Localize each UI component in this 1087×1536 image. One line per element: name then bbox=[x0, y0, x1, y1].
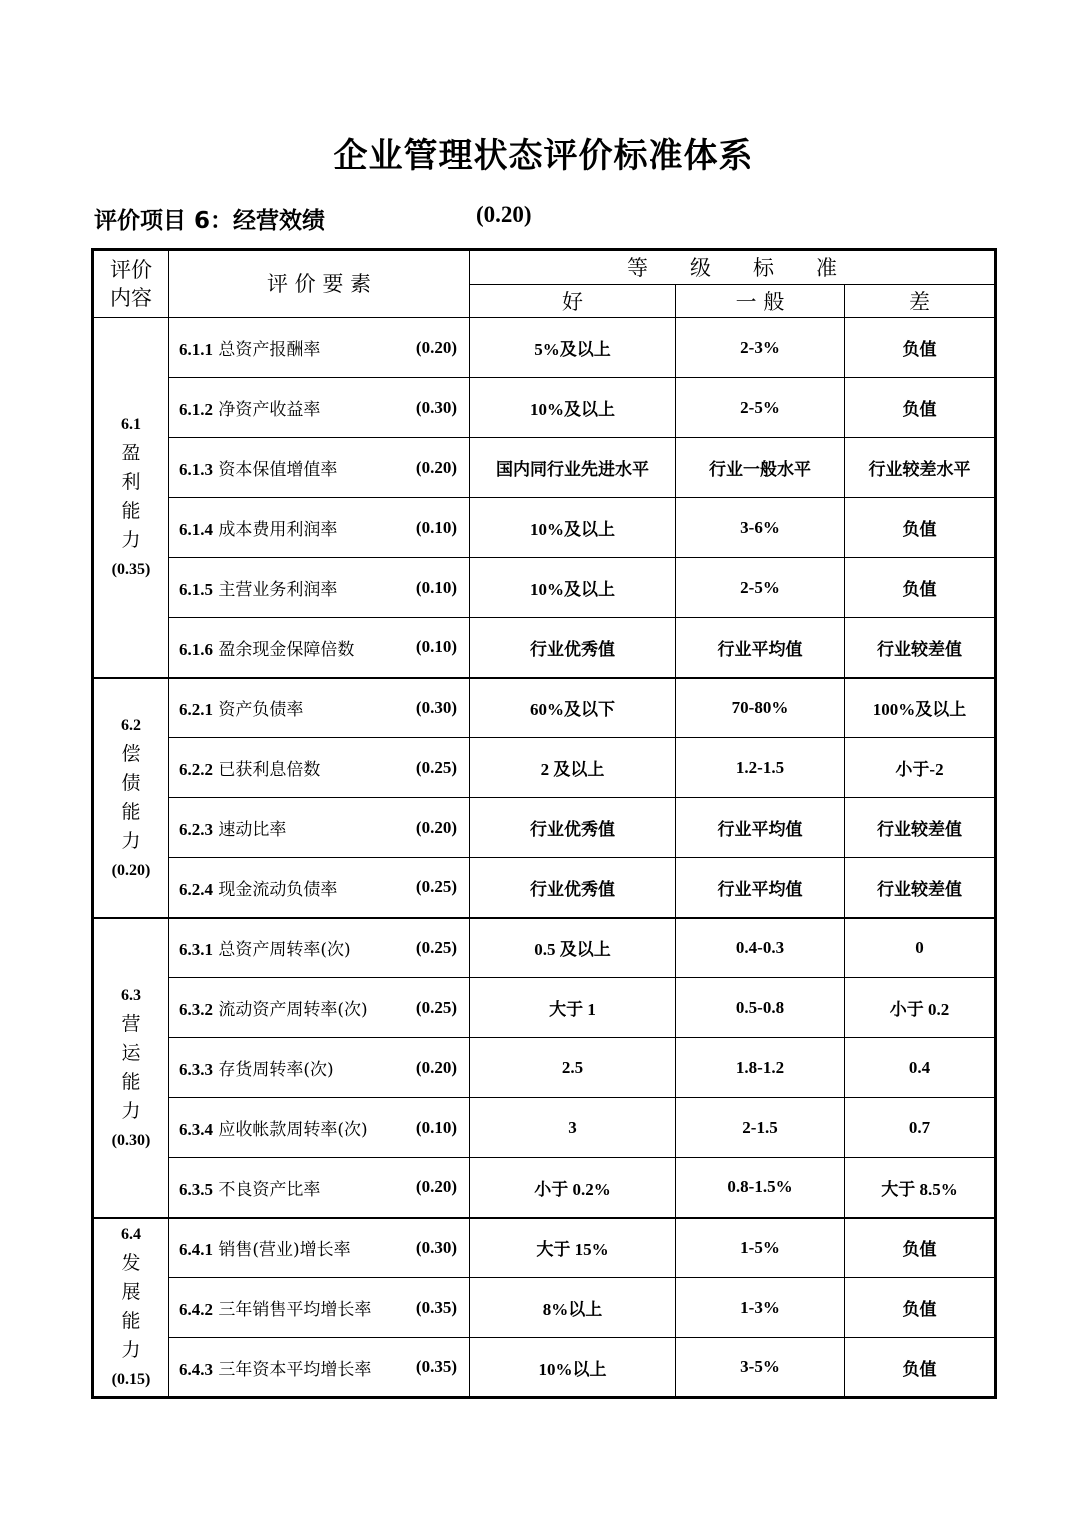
standard-poor-cell: 负值 bbox=[845, 1338, 996, 1398]
table-row bbox=[93, 1098, 996, 1158]
element-name: 不良资产比率 bbox=[218, 1179, 321, 1200]
category-code: 6.4 bbox=[121, 1226, 141, 1244]
category-char: 力 bbox=[121, 1099, 141, 1122]
element-cell bbox=[169, 1038, 470, 1098]
category-char: 盈 bbox=[121, 442, 141, 465]
standard-good-cell: 60%及以下 bbox=[470, 678, 676, 738]
table-row bbox=[93, 1038, 996, 1098]
element-cell bbox=[169, 378, 470, 438]
standard-good-cell: 大于 1 bbox=[470, 978, 676, 1038]
category-cell bbox=[93, 678, 169, 918]
category-char: 利 bbox=[121, 471, 141, 494]
standard-good-cell: 行业优秀值 bbox=[470, 798, 676, 858]
element-weight: (0.25) bbox=[415, 997, 457, 1017]
element-cell bbox=[169, 618, 470, 678]
element-cell bbox=[169, 678, 470, 738]
element-name: 销售(营业)增长率 bbox=[218, 1240, 351, 1261]
element-weight: (0.25) bbox=[415, 937, 457, 957]
category-char: 营 bbox=[121, 1012, 141, 1035]
element-name: 已获利息倍数 bbox=[218, 760, 321, 780]
standard-good-cell: 10%及以上 bbox=[470, 558, 676, 618]
element-code: 6.4.2 bbox=[179, 1300, 213, 1319]
category-char: 能 bbox=[121, 500, 141, 523]
standard-average-cell: 2-3% bbox=[676, 318, 845, 378]
table-row bbox=[93, 1218, 996, 1278]
standard-poor-cell: 负值 bbox=[845, 318, 996, 378]
element-code: 6.1.4 bbox=[179, 520, 213, 539]
standard-good-cell: 国内同行业先进水平 bbox=[470, 438, 676, 498]
standard-poor-cell: 行业较差值 bbox=[845, 798, 996, 858]
element-weight: (0.10) bbox=[415, 637, 457, 657]
element-code: 6.4.3 bbox=[179, 1359, 213, 1379]
evaluation-item-label: 评价项目 6：经营效绩 bbox=[94, 208, 326, 234]
category-char: 能 bbox=[121, 1310, 141, 1333]
element-cell bbox=[169, 1098, 470, 1158]
element-name: 主营业务利润率 bbox=[218, 580, 338, 600]
standard-good-cell: 10%及以上 bbox=[470, 378, 676, 438]
table-row bbox=[93, 918, 996, 978]
category-code: 6.2 bbox=[121, 716, 141, 734]
category-char: 偿 bbox=[121, 742, 141, 765]
header-content-line1: 评价 bbox=[110, 258, 152, 282]
standard-average-cell: 2-5% bbox=[676, 378, 845, 438]
standard-poor-cell: 负值 bbox=[845, 498, 996, 558]
standard-good-cell: 2 及以上 bbox=[470, 738, 676, 798]
header-poor: 差 bbox=[845, 285, 996, 318]
standard-average-cell: 行业平均值 bbox=[676, 798, 845, 858]
standard-average-cell: 0.8-1.5% bbox=[676, 1158, 845, 1218]
element-name: 现金流动负债率 bbox=[218, 879, 338, 900]
header-content-line2: 内容 bbox=[110, 286, 152, 310]
category-char: 发 bbox=[121, 1252, 141, 1275]
element-weight: (0.35) bbox=[415, 1297, 457, 1317]
header-elements: 评 价 要 素 bbox=[169, 250, 470, 318]
standard-poor-cell: 大于 8.5% bbox=[845, 1158, 996, 1218]
element-name: 资本保值增值率 bbox=[218, 460, 338, 480]
standard-good-cell: 行业优秀值 bbox=[470, 858, 676, 918]
standard-poor-cell: 0.4 bbox=[845, 1038, 996, 1098]
standard-average-cell: 3-5% bbox=[676, 1338, 845, 1398]
standard-average-cell: 行业平均值 bbox=[676, 858, 845, 918]
element-cell bbox=[169, 978, 470, 1038]
element-weight: (0.30) bbox=[415, 397, 457, 417]
category-weight: (0.15) bbox=[111, 1371, 151, 1389]
standard-poor-cell: 负值 bbox=[845, 1218, 996, 1278]
standard-good-cell: 行业优秀值 bbox=[470, 618, 676, 678]
category-weight: (0.35) bbox=[111, 561, 151, 579]
table-row bbox=[93, 678, 996, 738]
standard-average-cell: 70-80% bbox=[676, 678, 845, 738]
element-weight: (0.30) bbox=[415, 697, 457, 717]
page-title: 企业管理状态评价标准体系 bbox=[333, 136, 754, 176]
standard-poor-cell: 行业较差值 bbox=[845, 618, 996, 678]
element-name: 三年资本平均增长率 bbox=[218, 1359, 372, 1380]
element-cell bbox=[169, 558, 470, 618]
element-name: 存货周转率(次) bbox=[218, 1060, 334, 1080]
element-name: 流动资产周转率(次) bbox=[218, 1000, 368, 1020]
table-row bbox=[93, 738, 996, 798]
category-char: 债 bbox=[121, 771, 141, 794]
element-code: 6.3.4 bbox=[179, 1120, 213, 1139]
element-weight: (0.20) bbox=[415, 457, 457, 477]
element-code: 6.3.1 bbox=[179, 940, 213, 960]
standard-poor-cell: 0 bbox=[845, 918, 996, 978]
element-name: 净资产收益率 bbox=[218, 400, 321, 420]
category-cell bbox=[93, 318, 169, 678]
element-name: 三年销售平均增长率 bbox=[218, 1300, 372, 1320]
evaluation-item-weight: (0.20) bbox=[476, 202, 532, 227]
table-row bbox=[93, 558, 996, 618]
element-code: 6.1.3 bbox=[179, 460, 213, 479]
table-row bbox=[93, 378, 996, 438]
element-name: 资产负债率 bbox=[218, 700, 304, 721]
evaluation-item-heading bbox=[94, 202, 532, 235]
element-cell bbox=[169, 1338, 470, 1398]
element-weight: (0.25) bbox=[415, 757, 457, 777]
standard-average-cell: 行业平均值 bbox=[676, 618, 845, 678]
element-cell bbox=[169, 1278, 470, 1338]
standard-good-cell: 大于 15% bbox=[470, 1218, 676, 1278]
element-code: 6.2.3 bbox=[179, 820, 213, 839]
header-grade-standard: 等 级 标 准 bbox=[470, 250, 996, 285]
element-weight: (0.10) bbox=[415, 577, 457, 597]
table-row bbox=[93, 618, 996, 678]
standard-poor-cell: 行业较差水平 bbox=[845, 438, 996, 498]
standard-poor-cell: 100%及以上 bbox=[845, 678, 996, 738]
element-code: 6.2.1 bbox=[179, 700, 213, 720]
standard-average-cell: 2-1.5 bbox=[676, 1098, 845, 1158]
element-weight: (0.20) bbox=[415, 337, 457, 357]
category-weight: (0.30) bbox=[111, 1131, 151, 1149]
standard-poor-cell: 小于 0.2 bbox=[845, 978, 996, 1038]
element-weight: (0.10) bbox=[415, 1117, 457, 1137]
standard-poor-cell: 负值 bbox=[845, 1278, 996, 1338]
element-cell bbox=[169, 498, 470, 558]
table-row bbox=[93, 318, 996, 378]
element-code: 6.1.6 bbox=[179, 639, 213, 659]
category-char: 力 bbox=[121, 1339, 141, 1362]
category-char: 能 bbox=[121, 1070, 141, 1093]
table-row bbox=[93, 1158, 996, 1218]
category-code: 6.3 bbox=[121, 986, 141, 1004]
table-row bbox=[93, 1278, 996, 1338]
table-row bbox=[93, 978, 996, 1038]
standard-average-cell: 行业一般水平 bbox=[676, 438, 845, 498]
standard-good-cell: 小于 0.2% bbox=[470, 1158, 676, 1218]
category-weight: (0.20) bbox=[111, 861, 151, 879]
standard-average-cell: 1.2-1.5 bbox=[676, 738, 845, 798]
standard-average-cell: 3-6% bbox=[676, 498, 845, 558]
standard-average-cell: 1-3% bbox=[676, 1278, 845, 1338]
element-cell bbox=[169, 438, 470, 498]
category-code: 6.1 bbox=[121, 416, 141, 434]
element-code: 6.1.5 bbox=[179, 580, 213, 599]
category-cell bbox=[93, 918, 169, 1218]
element-cell bbox=[169, 1218, 470, 1278]
standard-good-cell: 10%及以上 bbox=[470, 498, 676, 558]
element-cell bbox=[169, 858, 470, 918]
standard-good-cell: 2.5 bbox=[470, 1038, 676, 1098]
element-name: 总资产报酬率 bbox=[218, 340, 321, 360]
category-char: 能 bbox=[121, 800, 141, 823]
standard-average-cell: 1.8-1.2 bbox=[676, 1038, 845, 1098]
standard-average-cell: 0.4-0.3 bbox=[676, 918, 845, 978]
element-cell bbox=[169, 1158, 470, 1218]
category-char: 力 bbox=[121, 529, 141, 552]
header-average: 一 般 bbox=[676, 285, 845, 318]
element-name: 总资产周转率(次) bbox=[218, 940, 351, 961]
header-content bbox=[93, 250, 169, 318]
element-cell bbox=[169, 318, 470, 378]
element-code: 6.2.4 bbox=[179, 879, 213, 899]
standard-good-cell: 0.5 及以上 bbox=[470, 918, 676, 978]
element-code: 6.4.1 bbox=[179, 1240, 213, 1260]
standard-poor-cell: 负值 bbox=[845, 378, 996, 438]
standard-average-cell: 0.5-0.8 bbox=[676, 978, 845, 1038]
element-code: 6.3.5 bbox=[179, 1179, 213, 1199]
category-char: 运 bbox=[121, 1041, 141, 1064]
element-weight: (0.20) bbox=[415, 817, 457, 837]
element-code: 6.3.2 bbox=[179, 1000, 213, 1019]
element-code: 6.1.1 bbox=[179, 340, 213, 359]
table-row bbox=[93, 1338, 996, 1398]
element-weight: (0.20) bbox=[415, 1057, 457, 1077]
element-weight: (0.20) bbox=[415, 1177, 457, 1197]
category-cell bbox=[93, 1218, 169, 1398]
element-cell bbox=[169, 918, 470, 978]
standard-good-cell: 3 bbox=[470, 1098, 676, 1158]
element-cell bbox=[169, 738, 470, 798]
standard-poor-cell: 负值 bbox=[845, 558, 996, 618]
element-weight: (0.25) bbox=[415, 877, 457, 897]
category-char: 力 bbox=[121, 829, 141, 852]
table-row bbox=[93, 498, 996, 558]
element-weight: (0.10) bbox=[415, 517, 457, 537]
element-code: 6.3.3 bbox=[179, 1060, 213, 1079]
element-code: 6.2.2 bbox=[179, 760, 213, 779]
standard-poor-cell: 0.7 bbox=[845, 1098, 996, 1158]
category-char: 展 bbox=[121, 1281, 141, 1304]
standard-poor-cell: 小于-2 bbox=[845, 738, 996, 798]
element-cell bbox=[169, 798, 470, 858]
element-name: 应收帐款周转率(次) bbox=[218, 1120, 368, 1140]
element-name: 盈余现金保障倍数 bbox=[218, 639, 355, 660]
element-name: 成本费用利润率 bbox=[218, 520, 338, 540]
element-weight: (0.30) bbox=[415, 1237, 457, 1257]
element-name: 速动比率 bbox=[218, 820, 287, 840]
header-good: 好 bbox=[470, 285, 676, 318]
standard-average-cell: 2-5% bbox=[676, 558, 845, 618]
table-body bbox=[93, 318, 996, 1398]
table-row bbox=[93, 858, 996, 918]
standard-good-cell: 8%以上 bbox=[470, 1278, 676, 1338]
standard-good-cell: 5%及以上 bbox=[470, 318, 676, 378]
standard-average-cell: 1-5% bbox=[676, 1218, 845, 1278]
evaluation-standard-table bbox=[91, 248, 997, 1399]
standard-good-cell: 10%以上 bbox=[470, 1338, 676, 1398]
standard-poor-cell: 行业较差值 bbox=[845, 858, 996, 918]
table-row bbox=[93, 798, 996, 858]
table-row bbox=[93, 438, 996, 498]
element-weight: (0.35) bbox=[415, 1357, 457, 1376]
element-code: 6.1.2 bbox=[179, 400, 213, 419]
